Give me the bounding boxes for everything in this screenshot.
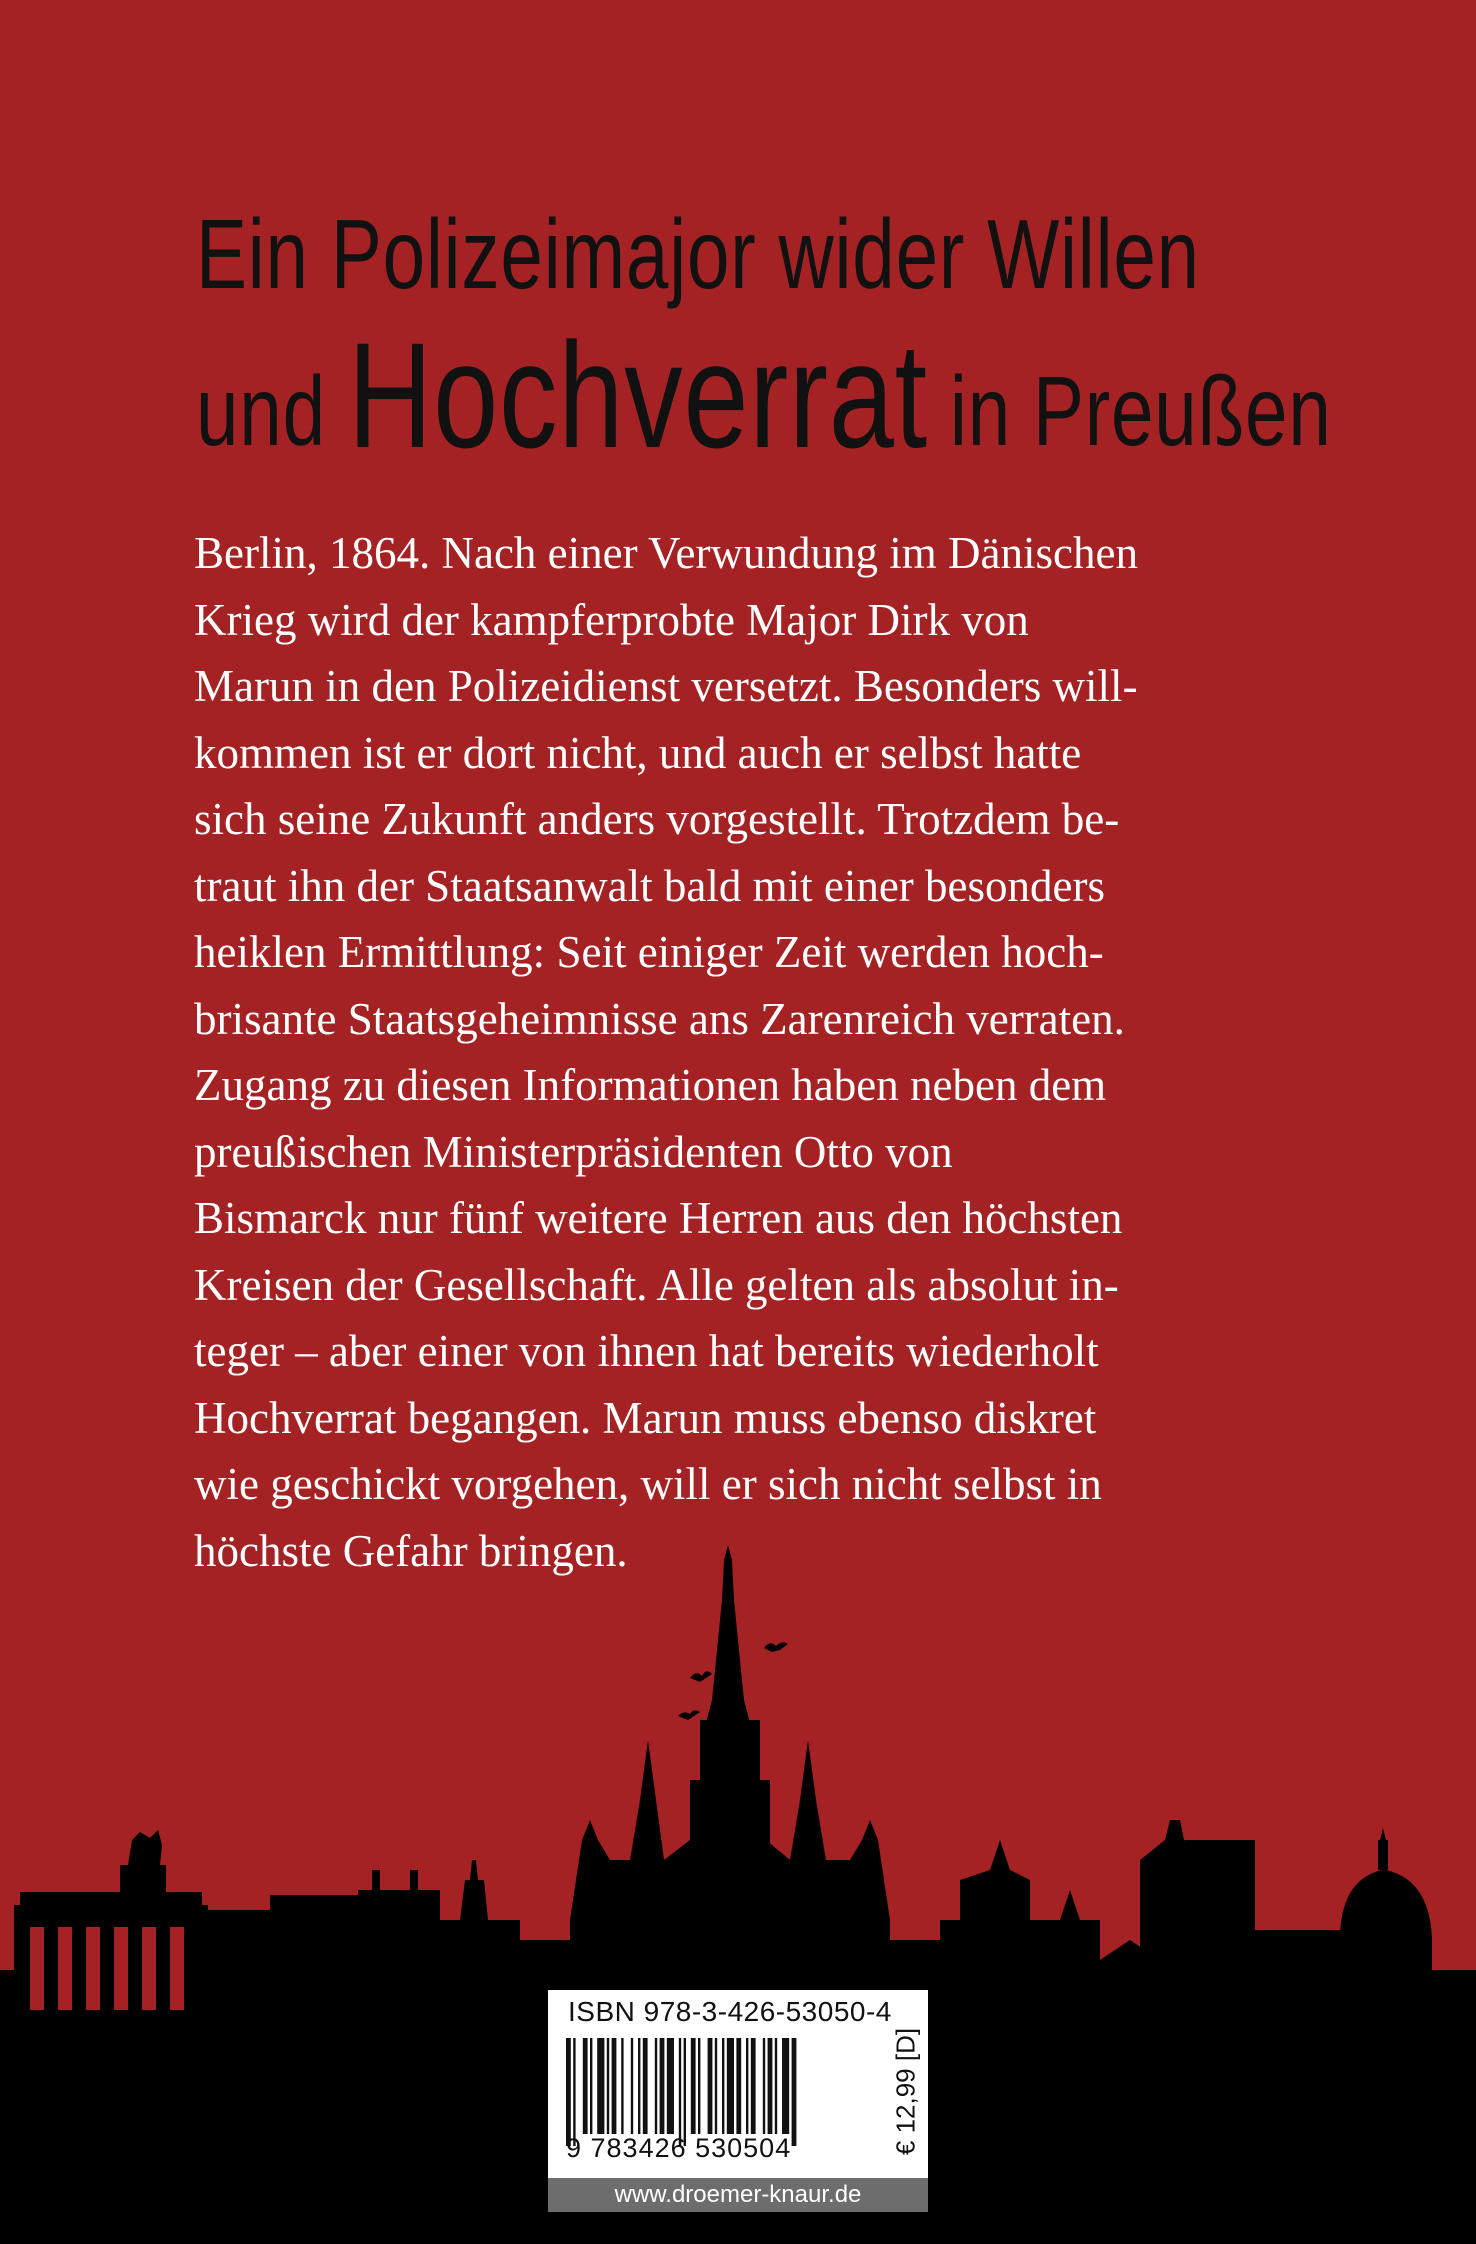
- price-label: € 12,99 [D]: [890, 2027, 921, 2156]
- barcode-bar: [727, 2038, 734, 2134]
- blurb-line: höchste Gefahr bringen.: [194, 1525, 628, 1576]
- barcode-bar: [746, 2038, 748, 2134]
- barcode-bar: [792, 2038, 797, 2146]
- barcode-bar: [573, 2038, 575, 2146]
- barcode-bar: [751, 2038, 756, 2134]
- headline-line-2-pre: und: [196, 356, 348, 466]
- barcode-bar: [679, 2038, 681, 2146]
- blurb-line: Berlin, 1864. Nach einer Verwundung im Dänischen: [194, 528, 1138, 578]
- isbn-barcode-box: [548, 1990, 928, 2178]
- blurb-line: Kreisen der Gesellschaft. Alle gelten als absolut in-: [194, 1259, 1119, 1310]
- barcode-bar: [736, 2038, 741, 2134]
- barcode-bar: [643, 2038, 648, 2134]
- barcode-bar: [667, 2038, 674, 2134]
- blurb-line: kommen ist er dort nicht, und auch er selbst hatte: [194, 727, 1082, 778]
- blurb-line: heiklen Ermittlung: Seit einiger Zeit werden hoch-: [194, 927, 1104, 977]
- headline-line-1: [196, 199, 1200, 309]
- barcode-bar: [768, 2038, 773, 2134]
- barcode-bar: [607, 2038, 609, 2134]
- barcode-bar: [782, 2038, 789, 2134]
- barcode-bar: [590, 2038, 592, 2134]
- blurb-text: [194, 520, 1314, 1584]
- blurb-line: Bismarck nur fünf weitere Herren aus den höchsten: [194, 1193, 1123, 1243]
- headline-line-2: [196, 311, 1332, 479]
- barcode-bar: [631, 2038, 633, 2134]
- barcode-bar: [583, 2038, 588, 2134]
- blurb-line: sich seine Zukunft anders vorgestellt. Trotzdem be-: [194, 794, 1120, 844]
- barcode-bar: [684, 2038, 686, 2146]
- blurb-line: Zugang zu diesen Informationen haben neben dem: [194, 1060, 1107, 1110]
- barcode-bar: [708, 2038, 713, 2134]
- blurb-line: wie geschickt vorgehen, will er sich nicht selbst in: [194, 1459, 1102, 1509]
- blurb-line: Hochverrat begangen. Marun muss ebenso diskret: [194, 1392, 1097, 1443]
- barcode-bar: [597, 2038, 604, 2134]
- barcode-bar: [655, 2038, 657, 2134]
- barcode-graphic: [560, 2038, 890, 2148]
- blurb-line: traut ihn der Staatsanwalt bald mit einer besonders: [194, 860, 1105, 911]
- headline-line-2-post: in Preußen: [927, 356, 1332, 466]
- blurb-line: Krieg wird der kampferprobte Major Dirk von: [194, 594, 1029, 645]
- barcode-bar: [638, 2038, 640, 2134]
- isbn-label: ISBN 978-3-426-53050-4: [568, 1996, 892, 2027]
- publisher-url: www.droemer-knaur.de: [548, 2178, 928, 2212]
- blurb-line: brisante Staatsgeheimnisse ans Zarenreich verraten.: [194, 993, 1125, 1044]
- headline-line-1-text: Ein Polizeimajor wider Willen: [196, 199, 1200, 309]
- barcode-bar: [566, 2038, 571, 2146]
- blurb-line: teger – aber einer von ihnen hat bereits wiederholt: [194, 1326, 1099, 1376]
- barcode-bar: [722, 2038, 724, 2134]
- barcode-bar: [763, 2038, 765, 2134]
- barcode-bar: [775, 2038, 777, 2134]
- barcode-bar: [612, 2038, 617, 2134]
- headline-emphasis: Hochverrat: [347, 311, 928, 479]
- blurb-line: preußischen Ministerpräsidenten Otto von: [194, 1126, 953, 1177]
- blurb-line: Marun in den Polizeidienst versetzt. Besonders will-: [194, 661, 1138, 711]
- barcode-bar: [715, 2038, 717, 2134]
- barcode-digits: 9 783426 530504: [566, 2133, 792, 2163]
- barcode-bar: [691, 2038, 696, 2134]
- barcode-bar: [698, 2038, 700, 2134]
- barcode-bar: [621, 2038, 623, 2134]
- barcode-bar: [660, 2038, 665, 2134]
